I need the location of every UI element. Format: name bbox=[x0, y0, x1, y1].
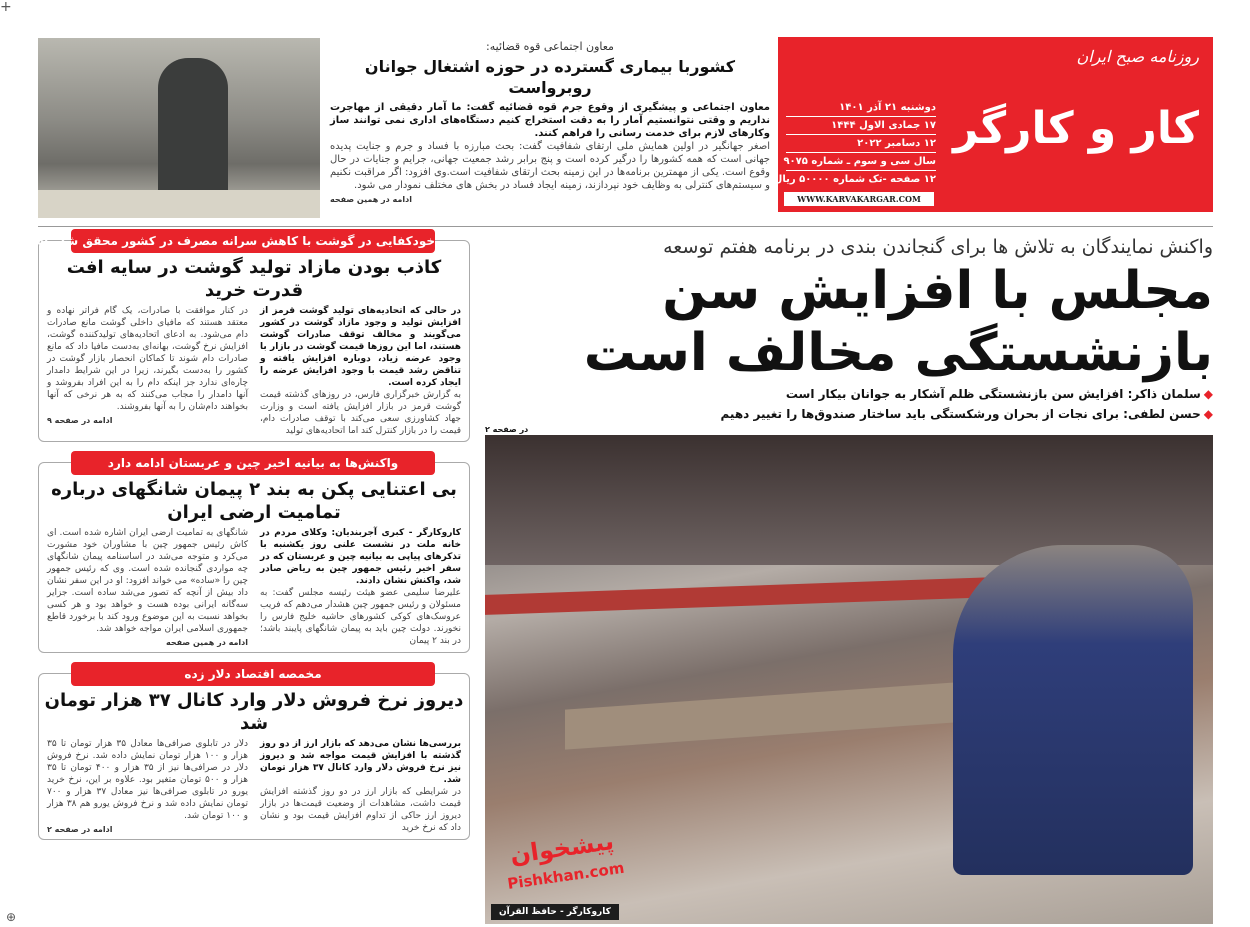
registration-mark-bottom: ⊕ bbox=[6, 910, 17, 924]
continued-note: ادامه در همین صفحه bbox=[330, 195, 412, 204]
story-headline[interactable]: کاذب بودن مازاد تولید گوشت در سایه افت قدرت خرید bbox=[66, 257, 442, 301]
photo-caption: کاروکارگر - حافظ القرآن bbox=[491, 904, 619, 920]
story-badge: خودکفایی در گوشت با کاهش سرانه مصرف در کشور محقق شده است bbox=[71, 229, 435, 253]
watermark: پیشخوان Pishkhan.com bbox=[506, 827, 626, 893]
main-story-subhead: واکنش نمایندگان به تلاش ها برای گنجاندن بندی در برنامه هفتم توسعه bbox=[663, 236, 1213, 258]
top-story-headline[interactable]: کشوربا بیماری گسترده در حوزه اشتغال جوانان روبرواست bbox=[364, 57, 736, 97]
story-box-dollar bbox=[38, 667, 470, 840]
issue-number: سال سی و سوم ـ شماره ۹۰۷۵ bbox=[786, 153, 936, 171]
main-story bbox=[485, 234, 1213, 924]
issue-date-persian: دوشنبه ۲۱ آذر ۱۴۰۱ bbox=[786, 99, 936, 117]
issue-price: ۱۲ صفحه -تک شماره ۵۰۰۰۰ ریال bbox=[773, 174, 936, 185]
diamond-icon: ◆ bbox=[1203, 407, 1213, 421]
issue-date-hijri: ۱۷ جمادی الاول ۱۴۴۴ bbox=[786, 117, 936, 135]
divider bbox=[38, 226, 1213, 227]
top-story-lead: معاون اجتماعی و پیشگیری از وقوع جرم قوه قضائیه گفت: ما آمار دقیقی از مهاجرت نداریم و وقتی نتوانستیم آمار را به دقت استخراج کنیم دستگاه‌های اداری نمی توانند ساز وکارهای لازم برای خدمت رسانی را فراهم کنند. bbox=[330, 102, 770, 139]
main-story-bullets bbox=[485, 384, 1213, 424]
issue-info bbox=[773, 99, 936, 188]
story-headline[interactable]: دیروز نرخ فروش دلار وارد کانال ۳۷ هزار تومان شد bbox=[44, 690, 464, 734]
bullet-item: ◆سلمان ذاکر: افزایش سن بازنشستگی ظلم آشکار به جوانان بیکار است bbox=[785, 387, 1213, 401]
story-badge: مخمصه اقتصاد دلار زده bbox=[71, 662, 435, 686]
top-story bbox=[330, 40, 770, 205]
bullet-item: ◆حسن لطفی: برای نجات از بحران ورشکستگی باید ساختار صندوق‌ها را تغییر دهیم bbox=[720, 407, 1213, 421]
story-body: شانگهای به تمامیت ارضی ایران اشاره شده است. ای کاش رئیس جمهور چین با مشاوران خود مشورت می‌کرد و متوجه می‌شد در اساسنامه پیمان شانگهای چه مواردی گنجانده شده است. وی که رئیس جمهور چین را «ساده» می خواند افزود: او در این سفر نشان داد بیش از آنچه که تصور می‌شد ساده است. جزایر سه‌گانه ایرانی بوده‌ هست و خواهد بود و هر کسی بخواهد نسبت به این موضوع ورود کند با برخورد قاطع جمهوری اسلامی ایران مواجه خواهد شد. bbox=[47, 528, 248, 634]
registration-mark-top: + bbox=[0, 0, 12, 15]
story-lead: کاروکارگر - کبری آجربندیان: وکلای مردم در خانه ملت در نشست علنی روز یکشنبه با تذکرهای پیاپی به بیانیه چین و عربستان که در سفر اخیر رئیس جمهور چین به ریاض صادر شد، واکنش نشان دادند. bbox=[260, 528, 461, 586]
story-box-china bbox=[38, 456, 470, 653]
story-body: در کنار موافقت با صادرات، یک گام فراتر نهاده و معتقد هستند که مافیای داخلی گوشت مانع صادرات دام می‌شود. به ادعای اتحادیه‌های تولیدکننده گوشت، افزایش نرخ گوشت، بهانه‌ای به‌دست مافیا داد که مانع صادرات دام شوند تا کماکان انحصار بازار گوشت در کشور را به‌دست بگیرند، زیرا در این شرایط دامدار چاره‌ای ندارد جز اینکه دام را به این افراد بفروشد و آنها دامدار را مجاب می‌کنند که به هر نرخی که آنها بخواهند دام‌شان را به آنها بفروشند. bbox=[47, 306, 248, 412]
story-headline[interactable]: بی اعتنایی پکن به بند ۲ پیمان شانگهای درباره تمامیت ارضی ایران bbox=[51, 479, 457, 523]
continued-note: ادامه در صفحه ۹ bbox=[47, 416, 113, 425]
story-lead: بررسی‌ها نشان می‌دهد که بازار ارز از دو روز گذشته با افزایش قیمت مواجه شد و دیروز نیز نرخ فروش دلار وارد کانال ۳۷ هزار تومان شد. bbox=[260, 739, 461, 785]
issue-date-gregorian: ۱۲ دسامبر ۲۰۲۲ bbox=[786, 135, 936, 153]
newspaper-logo: کار و کارگر bbox=[953, 103, 1199, 154]
masthead-tagline: روزنامه صبح ایران bbox=[1076, 47, 1199, 66]
website-url[interactable]: WWW.KARVAKARGAR.COM bbox=[784, 192, 934, 206]
left-column bbox=[19, 234, 470, 925]
diamond-icon: ◆ bbox=[1203, 387, 1213, 401]
story-badge: واکنش‌ها به بیانیه اخیر چین و عربستان ادامه دارد bbox=[71, 451, 435, 475]
story-body: علیرضا سلیمی عضو هیئت رئیسه مجلس گفت: به مسئولان و رئیس جمهور چین هشدار می‌دهم که فریب عروسک‌های کوکی کشورهای حاشیه خلیج فارس را نخورند. دولت چین باید به پیمان شانگهای پایبند باشد؛ در بند ۲ پیمان bbox=[260, 588, 461, 646]
story-box-meat bbox=[19, 234, 470, 442]
page-reference: در صفحه ۲ bbox=[485, 425, 529, 434]
top-story-body: اصغر جهانگیر در اولین همایش ملی ارتقای شفافیت گفت: بحث مبارزه با فساد و جرم و جنایت پدیده جهانی است که همه کشورها را درگیر کرده است و پنج برابر رشد جمعیت جهانی، جرایم و جنایات در حال وقوع است. یکی از مهمترین برنامه‌ها در این زمینه بحث ارتقای شفافیت است.وی افزود: اگر مراقبت نکنیم و سیستم‌های کنترلی به وظایف خود نپردازند، زمینه ایجاد فساد در بخش های مختلف نمودار می شود. bbox=[330, 141, 770, 191]
story-body: به گزارش خبرگزاری فارس، در روزهای گذشته قیمت گوشت قرمز در بازار افزایش یافته است و وزارت جهاد کشاورزی سعی می‌کند با توقف صادرات دام، قیمت را در بازار کنترل کند اما اتحادیه‌های تولید bbox=[260, 390, 461, 436]
story-lead: در حالی که اتحادیه‌های تولید گوشت قرمز از افزایش تولید و وجود مازاد گوشت در کشور می‌گویند و مخالف توقف صادرات گوشت هستند، اما این روزها قیمت گوشت در بازار با وجود عرضه زیاد، دوباره افزایش یافته و تناقض رشد قیمت با وجود افزایش عرضه را ایجاد کرده است. bbox=[260, 306, 461, 388]
continued-note: ادامه در صفحه ۲ bbox=[47, 825, 113, 834]
main-story-headline[interactable]: مجلس با افزایش سن بازنشستگی مخالف است bbox=[583, 261, 1213, 383]
story-body: دلار در تابلوی صرافی‌ها معادل ۳۵ هزار تومان تا ۳۵ هزار و ۱۰۰ هزار تومان نمایش داده شد. نرخ فروش دلار در صرافی‌ها نیز از ۳۵ هزار و ۴۰۰ تومان تا ۳۵ هزار و ۵۰۰ تومان متغیر بود. علاوه بر این، نرخ خرید یورو در تابلوی صرافی‌ها نیز معادل ۳۷ هزار و ۷۰۰ تومان نمایش داده شد و نرخ فروش یورو هم ۳۸ هزار و ۱۰۰ تومان شد. bbox=[47, 739, 249, 821]
top-story-photo bbox=[38, 38, 320, 218]
continued-note: ادامه در همین صفحه bbox=[166, 638, 248, 647]
story-body: در شرایطی که بازار ارز در دو روز گذشته افزایش قیمت داشت، مشاهدات از وضعیت قیمت‌ها در بازار دیروز ارز حاکی از تداوم افزایش قیمت بود و نشان داد که نرخ خرید bbox=[260, 787, 461, 833]
top-story-kicker: معاون اجتماعی قوه قضائیه: bbox=[486, 40, 614, 53]
main-story-photo bbox=[485, 435, 1213, 924]
masthead bbox=[773, 37, 1213, 212]
